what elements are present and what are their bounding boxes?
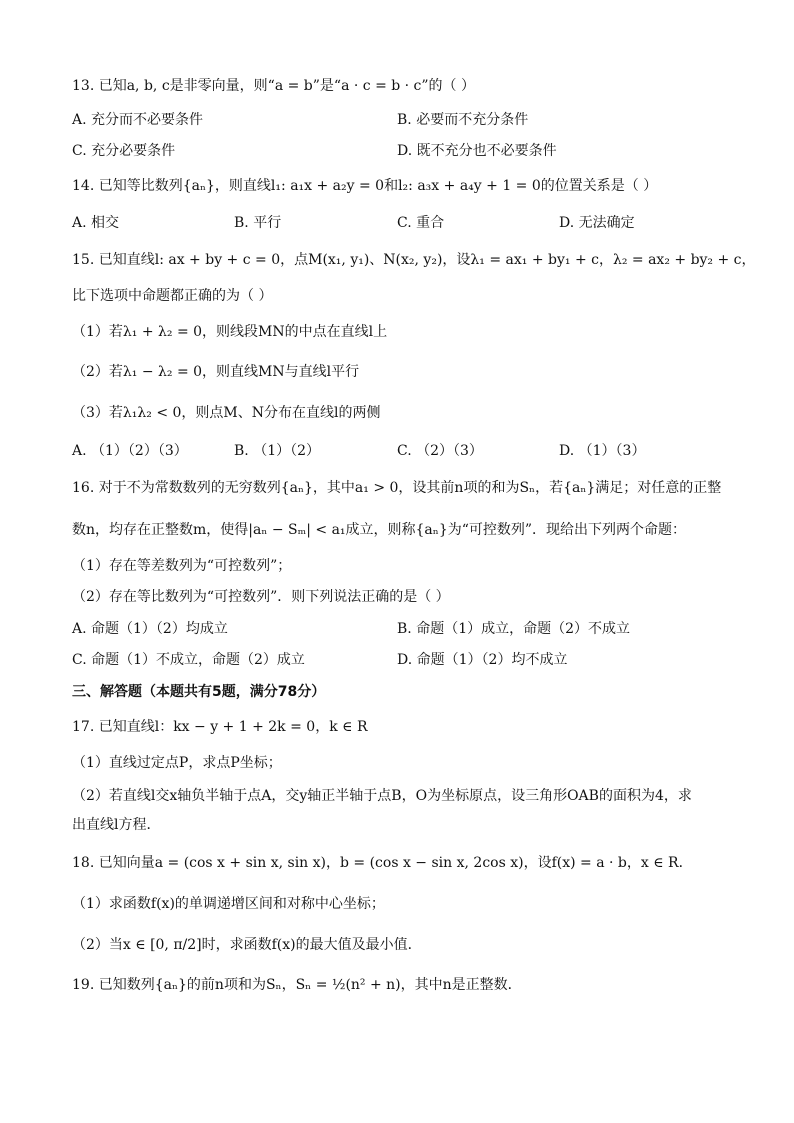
q16-option-a: A. 命题（1）（2）均成立 <box>72 621 228 637</box>
section-heading: 三、解答题（本题共有5题，满分78分） <box>72 684 326 700</box>
q14-option-d: D. 无法确定 <box>559 215 635 231</box>
q16-item-1: （1）存在等差数列为“可控数列”； <box>72 558 292 574</box>
q16-item-2: （2）存在等比数列为“可控数列”．则下列说法正确的是（ ） <box>72 589 450 605</box>
q14-option-b: B. 平行 <box>234 215 282 231</box>
q14-option-c: C. 重合 <box>397 215 445 231</box>
q18-item-2: （2）当x ∈ [0, π/2]时，求函数f(x)的最大值及最小值． <box>72 937 422 953</box>
q18-item-1: （1）求函数f(x)的单调递增区间和对称中心坐标； <box>72 896 385 912</box>
q15-item-3: （3）若λ₁λ₂ < 0，则点M、N分布在直线l的两侧 <box>72 405 381 421</box>
q17-item-1: （1）直线过定点P，求点P坐标； <box>72 755 282 771</box>
q15-stem: 15. 已知直线l: ax + by + c = 0，点M(x₁, y₁)、N(x₂, y₂)，设λ₁ = ax₁ + by₁ + c，λ₂ = ax₂ + by₂ + c， <box>72 252 756 268</box>
q14-option-a: A. 相交 <box>72 215 120 231</box>
q16-option-d: D. 命题（1）（2）均不成立 <box>397 652 568 668</box>
q16-stem-cont: 数n，均存在正整数m，使得|aₙ − Sₘ| < a₁成立，则称{aₙ}为“可控数列”．现给出下列两个命题： <box>72 522 687 538</box>
q17-item-2: （2）若直线l交x轴负半轴于点A，交y轴正半轴于点B，O为坐标原点，设三角形OAB的面积为4，求 <box>72 788 692 804</box>
q16-option-b: B. 命题（1）成立，命题（2）不成立 <box>397 621 631 637</box>
q19-stem: 19. 已知数列{aₙ}的前n项和为Sₙ，Sₙ = ½(n² + n)，其中n是正整数． <box>72 977 522 993</box>
q15-option-a: A. （1）（2）（3） <box>72 443 188 459</box>
q15-option-d: D. （1）（3） <box>559 443 646 459</box>
q13-option-c: C. 充分必要条件 <box>72 143 176 159</box>
q14-stem: 14. 已知等比数列{aₙ}，则直线l₁: a₁x + a₂y = 0和l₂: a₃x + a₄y + 1 = 0的位置关系是（ ） <box>72 178 658 194</box>
q15-item-1: （1）若λ₁ + λ₂ = 0，则线段MN的中点在直线l上 <box>72 324 388 340</box>
q17-stem: 17. 已知直线l：kx − y + 1 + 2k = 0，k ∈ R <box>72 719 368 735</box>
q16-option-c: C. 命题（1）不成立，命题（2）成立 <box>72 652 305 668</box>
q15-option-c: C. （2）（3） <box>397 443 483 459</box>
q15-item-2: （2）若λ₁ − λ₂ = 0，则直线MN与直线l平行 <box>72 364 360 380</box>
q17-item-2-cont: 出直线l方程． <box>72 817 161 833</box>
q18-stem: 18. 已知向量a = (cos x + sin x, sin x)，b = (cos x − sin x, 2cos x)，设f(x) = a · b，x ∈ R． <box>72 855 693 871</box>
q16-stem: 16. 对于不为常数数列的无穷数列{aₙ}，其中a₁ > 0，设其前n项的和为Sₙ，若{aₙ}满足；对任意的正整 <box>72 480 722 496</box>
q13-stem: 13. 已知a, b, c是非零向量，则“a = b”是“a · c = b · c”的（ ） <box>72 78 476 94</box>
q13-option-b: B. 必要而不充分条件 <box>397 112 529 128</box>
q15-option-b: B. （1）（2） <box>234 443 321 459</box>
q13-option-d: D. 既不充分也不必要条件 <box>397 143 557 159</box>
q13-option-a: A. 充分而不必要条件 <box>72 112 204 128</box>
q15-stem-cont: 比下选项中命题都正确的为（ ） <box>72 288 273 304</box>
